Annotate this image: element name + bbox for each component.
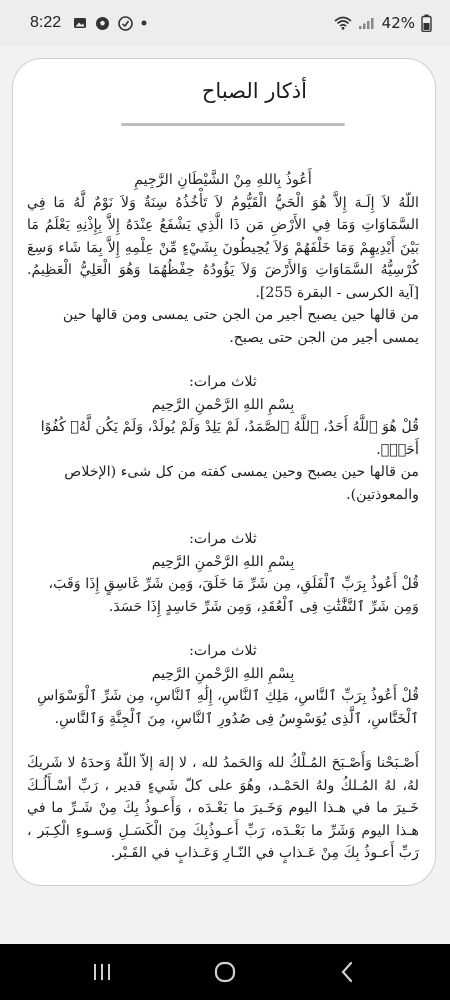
asbahna-text: أَصْـبَحْنا وَأَصْـبَحَ المُـلْكُ لله وَالحَمدُ لله ، لا إلهَ إلاّ اللّهُ وَحدَهُ لا شَريكَ لهُ، لهُ المُـلكُ ولهُ الحَمْـد، وهُوَ على كلّ شَيءٍ قدير ، رَبِّ أسْـأَلُـكَ خَـيرَ ما في هـذا اليوم وَخَـيرَ ما بَعْـدَه ، وَأَعـوذُ بِكَ مِنْ شَـرِّ ما في هـذا اليوم وَشَرِّ ما بَعْـدَه، رَبِّ أَعـوذُبِكَ مِنَ الْكَسَـلِ وَسـوءِ الْكِـبَر ، رَبِّ أَعـوذُ بِكَ مِنْ عَـذابٍ في النّـارِ وَعَـذابٍ في القَـبْر. bbox=[27, 755, 419, 861]
gallery-icon bbox=[73, 16, 87, 30]
status-left bbox=[30, 14, 147, 32]
nas-text: قُلْ أَعُوذُ بِرَبِّ ٱلنَّاسِ، مَلِكِ ٱلنَّاسِ، إِلَٰهِ ٱلنَّاسِ، مِن شَرِّ ٱلْوَسْوَاسِ ٱلْخَنَّاسِ، ٱلَّذِى يُوَسْوِسُ فِى صُدُورِ ٱلنَّاسِ، مِنَ ٱلْجِنَّةِ وَٱلنَّاسِ. bbox=[37, 688, 419, 727]
status-right bbox=[334, 14, 432, 32]
status-bar bbox=[0, 0, 450, 46]
ikhlas-note: من قالها حين يصبح وحين يمسى كفته من كل شىء (الإخلاص والمعوذتين). bbox=[64, 464, 419, 503]
back-icon[interactable] bbox=[318, 952, 378, 992]
battery-icon bbox=[421, 14, 432, 32]
ikhlas-text: قُلْ هُوَ ٱللَّهُ أَحَدٌ، ٱللَّهُ ٱلصَّمَدُ، لَمْ يَلِدْ وَلَمْ يُولَدْ، وَلَمْ يَكُن لَّهُۥ كُفُوًا أَحَدٌۢ. bbox=[40, 419, 419, 458]
isti3adha-text: أَعُوذُ بِاللهِ مِنْ الشَّيْطَانِ الرَّجِيمِ bbox=[134, 172, 312, 188]
home-icon[interactable] bbox=[195, 952, 255, 992]
falaq-count: ثلاث مرات: bbox=[189, 531, 257, 547]
azkar-card[interactable] bbox=[12, 58, 436, 886]
app-badge-icon bbox=[118, 16, 133, 31]
dot-icon bbox=[141, 20, 147, 26]
navigation-bar bbox=[0, 944, 450, 1000]
ayat-kursi-text: اللّهُ لاَ إِلَـهَ إِلاَّ هُوَ الْحَيُّ الْقَيُّومُ لاَ تَأْخُذُهُ سِنَةٌ وَلاَ نَوْمٌ لَّهُ مَا فِي السَّمَاوَاتِ وَمَا فِي الأَرْضِ مَن ذَا الَّذِي يَشْفَعُ عِنْدَهُ إِلاَّ بِإِذْنِهِ يَعْلَمُ مَا بَيْنَ أَيْدِيهِمْ وَمَا خَلْفَهُمْ وَلاَ يُحِيطُونَ بِشَيْءٍ مِّنْ عِلْمِهِ إِلاَّ بِمَا شَاء وَسِعَ كُرْسِيُّهُ السَّمَاوَاتِ وَالأَرْضَ وَلاَ يَؤُودُهُ حِفْظُهُمَا وَهُوَ الْعَلِيُّ الْعَظِيمُ. [آية الكرسى - البقرة 255]. bbox=[27, 194, 419, 301]
ikhlas-basmala: بِسْمِ اللهِ الرَّحْمنِ الرَّحِيم bbox=[151, 396, 295, 413]
nas-count: ثلاث مرات: bbox=[189, 643, 257, 659]
ayat-kursi-note: من قالها حين يصبح أجير من الجن حتى يمسى ومن قالها حين يمسى أجير من الجن حتى يصبح. bbox=[62, 307, 419, 346]
nas-basmala: بِسْمِ اللهِ الرَّحْمنِ الرَّحِيم bbox=[151, 665, 295, 682]
recent-apps-icon[interactable] bbox=[72, 952, 132, 992]
signal-icon bbox=[358, 16, 376, 30]
title-divider bbox=[121, 123, 345, 126]
ikhlas-count: ثلاث مرات: bbox=[189, 374, 257, 390]
battery-percent: 42% bbox=[381, 14, 415, 32]
falaq-text: قُلْ أَعُوذُ بِرَبِّ ٱلْفَلَقِ، مِن شَرِّ مَا خَلَقَ، وَمِن شَرِّ غَاسِقٍ إِذَا وَقَبَ، وَمِن شَرِّ ٱلنَّفَّٰثَٰتِ فِى ٱلْعُقَدِ، وَمِن شَرِّ حَاسِدٍ إِذَا حَسَدَ. bbox=[48, 576, 419, 615]
soccer-ball-icon bbox=[95, 16, 110, 31]
falaq-basmala: بِسْمِ اللهِ الرَّحْمنِ الرَّحِيم bbox=[151, 553, 295, 570]
wifi-icon bbox=[334, 16, 352, 30]
status-time: 8:22 bbox=[30, 14, 62, 31]
azkar-text[interactable] bbox=[27, 169, 419, 885]
page-title: أذكار الصباح bbox=[201, 79, 307, 103]
